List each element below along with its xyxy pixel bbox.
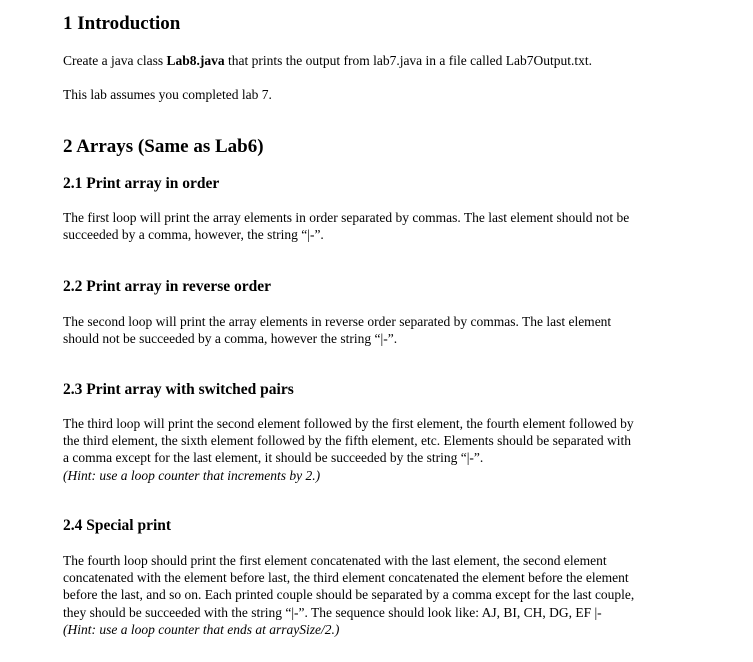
subsection-2-2-paragraph: [63, 313, 703, 347]
intro-paragraph-2: [63, 86, 703, 103]
paragraph-line: The first loop will print the array elements in order separated by commas. The last element should not be: [63, 210, 630, 225]
paragraph-line: before the last, and so on. Each printed couple should be separated by a comma except for the last couple,: [63, 587, 635, 603]
subsection-heading-2-1: 2.1 Print array in order: [63, 175, 220, 192]
paragraph-line: The third loop will print the second element followed by the first element, the fourth element followed by: [63, 416, 634, 431]
paragraph-line: a comma except for the last element, it should be succeeded by the string “|-”.: [63, 450, 484, 466]
subsection-heading-2-3: 2.3 Print array with switched pairs: [63, 381, 294, 398]
subsection-2-3-paragraph: [63, 415, 703, 484]
hint-text: (Hint: use a loop counter that increments by 2.): [63, 467, 321, 483]
subsection-2-4-paragraph: [63, 552, 703, 638]
paragraph-line: should not be succeeded by a comma, however the string “|-”.: [63, 331, 398, 347]
intro-paragraph-2-text: This lab assumes you completed lab 7.: [63, 87, 272, 102]
paragraph-line: The fourth loop should print the first element concatenated with the last element, the second element: [63, 553, 607, 568]
intro-text-prefix: Create a java class: [63, 53, 167, 68]
subsection-heading-2-2: 2.2 Print array in reverse order: [63, 278, 272, 295]
section-heading-introduction: 1 Introduction: [63, 13, 181, 34]
paragraph-line: the third element, the sixth element followed by the fifth element, etc. Elements should be separated with: [63, 433, 631, 449]
intro-text-suffix: that prints the output from lab7.java in a file called Lab7Output.txt.: [224, 53, 593, 68]
hint-text: (Hint: use a loop counter that ends at arraySize/2.): [63, 621, 340, 637]
class-name-bold: Lab8.java: [166, 53, 225, 68]
subsection-heading-2-4: 2.4 Special print: [63, 517, 172, 534]
paragraph-line: The second loop will print the array elements in reverse order separated by commas. The last element: [63, 314, 612, 329]
paragraph-line: concatenated with the element before last, the third element concatenated the element before the element: [63, 570, 629, 586]
paragraph-line: they should be succeeded with the string “|-”. The sequence should look like: AJ, BI, CH, DG, EF |-: [63, 604, 602, 620]
paragraph-line: succeeded by a comma, however, the string “|-”.: [63, 227, 324, 243]
intro-paragraph-1: [63, 52, 703, 69]
subsection-2-1-paragraph: [63, 209, 703, 243]
section-heading-arrays: 2 Arrays (Same as Lab6): [63, 136, 264, 157]
